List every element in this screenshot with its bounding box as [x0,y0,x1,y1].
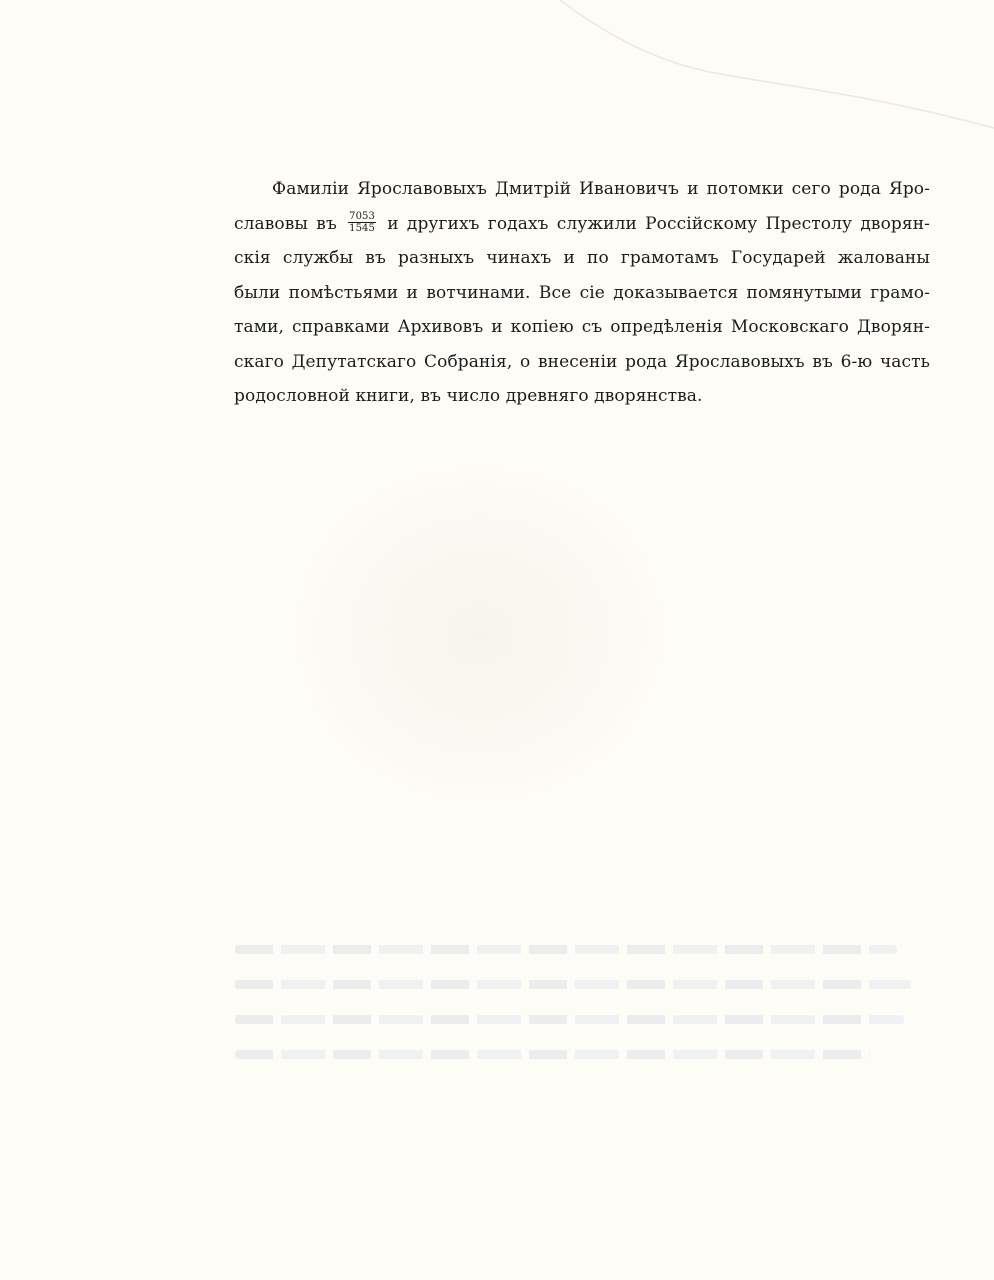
paragraph-line: тами, справками Архивовъ и копіею съ опредѣленія Московскаго Дворян- [234,317,930,337]
paragraph-line: Фамиліи Ярославовыхъ Дмитрій Ивановичъ и потомки сего рода Яро- [272,179,930,199]
fraction-numerator: 7053 [349,210,375,222]
bleed-through-coat-of-arms [300,470,660,800]
paragraph-line: скаго Депутатскаго Собранія, о внесеніи рода Ярославовыхъ въ 6-ю часть [234,351,930,372]
paragraph-line-with-date [234,207,930,242]
paragraph-line: скія службы въ разныхъ чинахъ и по грамотамъ Государей жалованы [234,248,930,268]
line-prefix: славовы въ [234,213,337,234]
paper-crease [560,0,994,140]
bleed-through-text [235,945,925,1095]
paragraph-line: были помѣстьями и вотчинами. Все сіе доказывается помянутыми грамо- [234,282,930,303]
fraction-denominator: 1545 [349,222,375,234]
genealogy-paragraph [234,172,930,414]
line-rest: и другихъ годахъ служили Россійскому Престолу дворян- [387,213,930,234]
date-fraction [348,211,376,234]
paragraph-line: родословной книги, въ число древняго дворянства. [234,386,703,406]
